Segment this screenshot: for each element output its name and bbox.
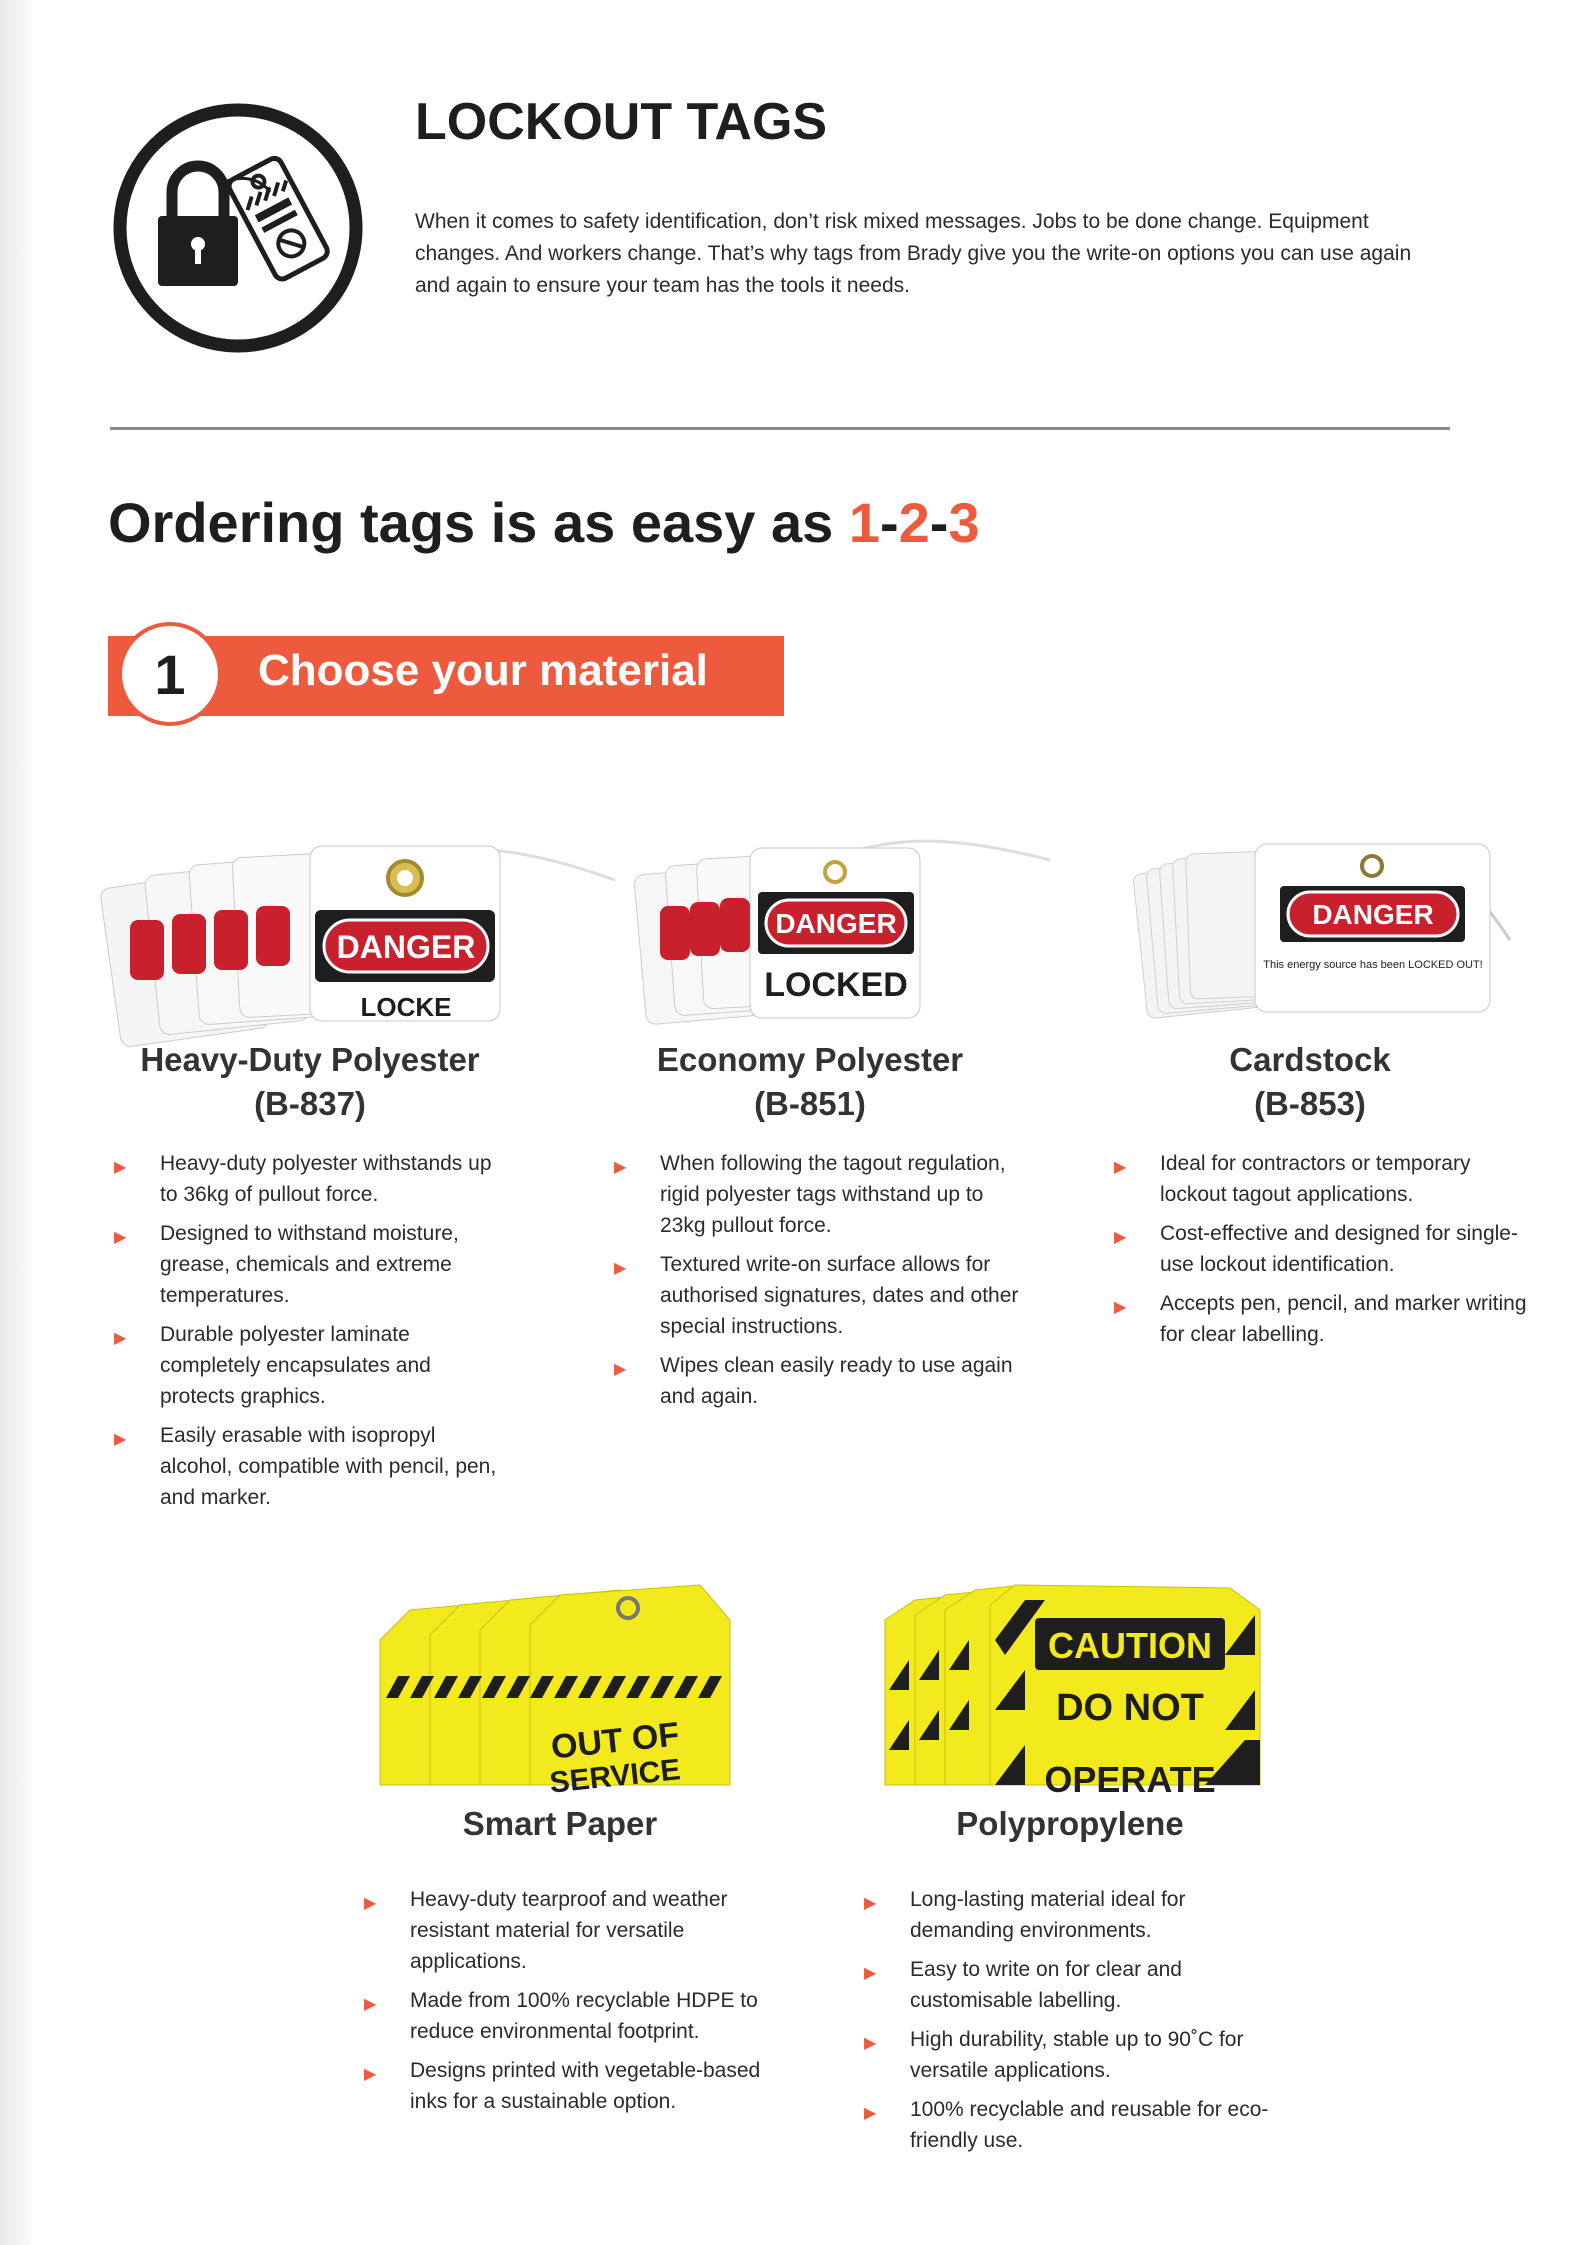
product-name-text: Heavy-Duty Polyester <box>140 1041 480 1078</box>
list-item-text: Made from 100% recyclable HDPE to reduce environmental footprint. <box>410 1989 758 2043</box>
product-name-text: Smart Paper <box>462 1805 658 1842</box>
feature-list <box>360 1884 770 2125</box>
bullet-arrow-icon: ▶ <box>114 1159 127 1176</box>
cardstock-tags-image <box>1130 820 1520 1006</box>
product-smart-paper <box>360 1580 790 2220</box>
heading-number-3: 3 <box>948 491 980 554</box>
feature-list <box>860 1884 1280 2164</box>
heading-dash: - <box>929 491 949 554</box>
tag-danger-text: DANGER <box>336 929 476 965</box>
list-item-text: Cost-effective and designed for single-use lockout identification. <box>1160 1222 1518 1276</box>
heading-number-2: 2 <box>898 491 930 554</box>
product-cardstock <box>1110 820 1540 1420</box>
list-item <box>860 1884 1280 1946</box>
bullet-arrow-icon: ▶ <box>114 1229 127 1246</box>
list-item-text: Heavy-duty tearproof and weather resistant material for versatile applications. <box>410 1888 728 1973</box>
section-heading <box>108 490 980 555</box>
tag-do-not-text: DO NOT <box>1056 1687 1204 1729</box>
bullet-arrow-icon: ▶ <box>364 1895 377 1912</box>
list-item <box>610 1249 1030 1342</box>
bullet-arrow-icon: ▶ <box>864 2035 877 2052</box>
bullet-arrow-icon: ▶ <box>864 1965 877 1982</box>
bullet-arrow-icon: ▶ <box>114 1431 127 1448</box>
list-item-text: Easily erasable with isopropyl alcohol, compatible with pencil, pen, and marker. <box>160 1424 497 1509</box>
list-item <box>1110 1148 1530 1210</box>
list-item <box>110 1148 510 1210</box>
list-item-text: Durable polyester laminate completely encapsulates and protects graphics. <box>160 1323 431 1408</box>
tag-service-text: SERVICE <box>548 1753 683 1800</box>
tag-sub-text: LOCKED <box>764 966 908 1004</box>
bullet-arrow-icon: ▶ <box>1114 1229 1127 1246</box>
list-item <box>360 1985 770 2047</box>
step-label: Choose your material <box>258 646 708 695</box>
list-item <box>610 1350 1030 1412</box>
product-code: (B-853) <box>1254 1085 1366 1122</box>
bullet-arrow-icon: ▶ <box>864 1895 877 1912</box>
tag-caution-text: CAUTION <box>1048 1625 1212 1666</box>
product-name <box>110 1038 510 1126</box>
bullet-arrow-icon: ▶ <box>364 2066 377 2083</box>
list-item <box>360 1884 770 1977</box>
list-item-text: Ideal for contractors or temporary lockout tagout applications. <box>1160 1152 1471 1206</box>
list-item <box>1110 1288 1530 1350</box>
list-item-text: Long-lasting material ideal for demanding environments. <box>910 1888 1186 1942</box>
step-number-badge: 1 <box>118 622 222 726</box>
list-item-text: Easy to write on for clear and customisable labelling. <box>910 1958 1182 2012</box>
padlock-tag-icon <box>110 100 366 356</box>
list-item <box>110 1420 510 1513</box>
list-item-text: Accepts pen, pencil, and marker writing for clear labelling. <box>1160 1292 1527 1346</box>
list-item-text: Heavy-duty polyester withstands up to 36kg of pullout force. <box>160 1152 492 1206</box>
product-name-text: Polypropylene <box>956 1805 1184 1842</box>
bullet-arrow-icon: ▶ <box>114 1330 127 1347</box>
list-item-text: 100% recyclable and reusable for eco-friendly use. <box>910 2098 1269 2152</box>
bullet-arrow-icon: ▶ <box>864 2105 877 2122</box>
product-name-text: Economy Polyester <box>656 1041 964 1078</box>
economy-tags-image <box>640 820 1050 1006</box>
product-name-text: Cardstock <box>1229 1041 1391 1078</box>
bullet-arrow-icon: ▶ <box>364 1996 377 2013</box>
bullet-arrow-icon: ▶ <box>1114 1159 1127 1176</box>
heading-text: Ordering tags is as easy as <box>108 491 849 554</box>
product-heavy-duty-polyester <box>110 820 590 1540</box>
bullet-arrow-icon: ▶ <box>614 1361 627 1378</box>
list-item-text: Designs printed with vegetable-based inks for a sustainable option. <box>410 2059 761 2113</box>
tag-sub-text: LOCKE <box>360 992 452 1022</box>
list-item <box>1110 1218 1530 1280</box>
tag-danger-text: DANGER <box>1312 899 1434 930</box>
product-name <box>610 1038 1010 1126</box>
list-item-text: Designed to withstand moisture, grease, chemicals and extreme temperatures. <box>160 1222 459 1307</box>
list-item <box>360 2055 770 2117</box>
product-economy-polyester <box>610 820 1040 1460</box>
smart-paper-tags-image <box>370 1580 740 1800</box>
list-item-text: Wipes clean easily ready to use again and again. <box>660 1354 1013 1408</box>
feature-list <box>110 1148 510 1521</box>
list-item <box>110 1319 510 1412</box>
tag-sub-text: This energy source has been LOCKED OUT! <box>1263 959 1483 971</box>
bullet-arrow-icon: ▶ <box>614 1260 627 1277</box>
product-name <box>860 1802 1280 1846</box>
tag-danger-text: DANGER <box>775 908 897 939</box>
product-name <box>1110 1038 1510 1126</box>
polypropylene-tags-image <box>875 1580 1275 1800</box>
heading-number-1: 1 <box>848 491 880 554</box>
list-item-text: High durability, stable up to 90˚C for versatile applications. <box>910 2028 1244 2082</box>
product-name <box>360 1802 760 1846</box>
bullet-arrow-icon: ▶ <box>1114 1299 1127 1316</box>
product-code: (B-851) <box>754 1085 866 1122</box>
heavy-duty-tags-image <box>110 820 615 1022</box>
divider <box>110 427 1450 430</box>
list-item <box>860 2094 1280 2156</box>
list-item <box>860 1954 1280 2016</box>
intro-paragraph: When it comes to safety identification, don’t risk mixed messages. Jobs to be done change. Equipment changes. And workers change. That’s why tags from Brady give you the write-on options you can use again and again to ensure your team has the tools it needs. <box>415 210 1412 297</box>
product-polypropylene <box>860 1580 1300 2220</box>
heading-dash: - <box>879 491 899 554</box>
page-title: LOCKOUT TAGS <box>415 93 828 151</box>
bullet-arrow-icon: ▶ <box>614 1159 627 1176</box>
feature-list <box>1110 1148 1530 1358</box>
tag-operate-text: OPERATE <box>1044 1759 1216 1800</box>
list-item-text: Textured write-on surface allows for authorised signatures, dates and other special instructions. <box>660 1253 1019 1338</box>
list-item-text: When following the tagout regulation, rigid polyester tags withstand up to 23kg pullout force. <box>660 1152 1006 1237</box>
product-code: (B-837) <box>254 1085 366 1122</box>
tag-out-of-text: OUT OF <box>549 1715 681 1767</box>
feature-list <box>610 1148 1030 1420</box>
list-item <box>110 1218 510 1311</box>
list-item <box>860 2024 1280 2086</box>
list-item <box>610 1148 1030 1241</box>
